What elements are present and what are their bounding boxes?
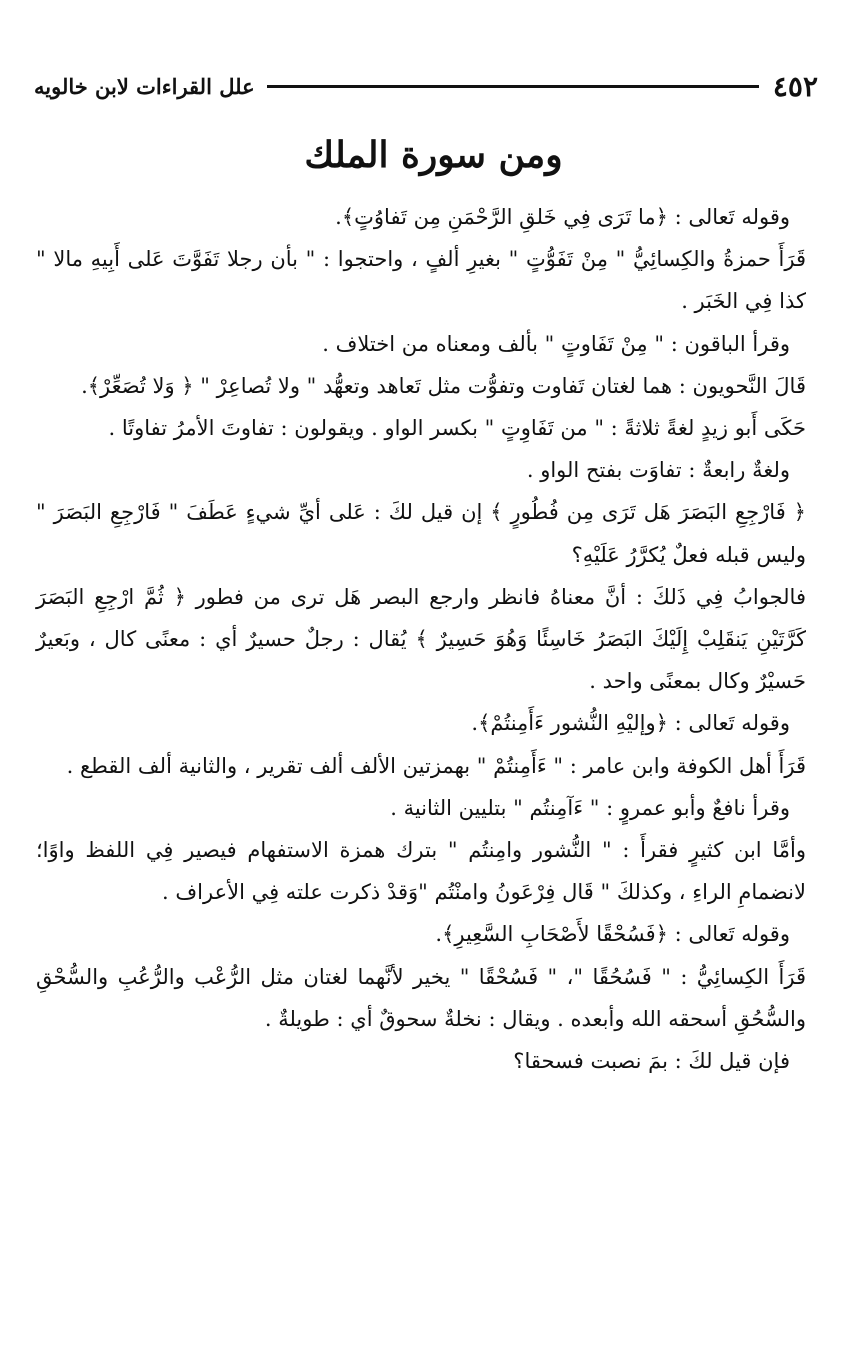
running-title: علل القراءات لابن خالويه <box>34 73 255 99</box>
paragraph: فإن قيل لكَ : بمَ نصبت فسحقا؟ <box>513 1049 790 1074</box>
paragraph: وقوله تَعالى : ﴿فَسُحْقًا لأَصْحَابِ السَّعِيرِ﴾. <box>435 922 790 947</box>
paragraph: قَرَأَ أهل الكوفة وابن عامر : " ءَأَمِنتُمْ " بهمزتين الألف ألف تقرير ، والثانية ألف القطع . <box>66 753 806 778</box>
paragraph: وقوله تَعالى : ﴿ما تَرَى فِي خَلقِ الرَّحْمَنِ مِن تَفاوُتٍ﴾. <box>335 205 790 229</box>
paragraph: قَالَ النَّحويون : هما لغتان تَفاوت وتفوُّت مثل تَعاهد وتعهُّد " ولا تُصاعِرْ " ﴿ وَلا تُصَعِّرْ﴾. <box>81 373 806 398</box>
paragraph: ﴿ فَارْجِعِ البَصَرَ هَل تَرَى مِن فُطُورٍ ﴾ إن قيل لكَ : عَلى أيِّ شيءٍ عَطَفَ " فَارْجِعِ البَصَرَ " وليس قبله فعلٌ يُكرَّرُ عَلَيْهِ؟ <box>36 500 806 567</box>
header-rule <box>267 85 759 88</box>
paragraph: وأمَّا ابن كثيرٍ فقرأَ : " النُّشور وامِنتُم " بترك همزة الاستفهام فيصير فِي اللفظ واوًا؛ لانضمامِ الراءِ ، وكذلكَ " قَال فِرْعَونُ وامنْتُم "وَقدْ ذكرت علته فِي الأعراف . <box>36 838 806 905</box>
paragraph: فالجوابُ فِي ذَلكَ : أنَّ معناهُ فانظر وارجع البصر هَل ترى من فطور ﴿ ثُمَّ ارْجِعِ البَصَرَ كَرَّتَيْنِ يَنقَلِبْ إِلَيْكَ البَصَرُ خَاسِئًا وَهُوَ حَسِيرٌ ﴾ يُقال : رجلٌ حسيرٌ أي : معنًى كال ، وبَعيرٌ حَسيْرٌ وكال بمعنًى واحد . <box>36 584 806 694</box>
paragraph: وقرأ نافعٌ وأبو عمروٍ : " ءَآمِنتُم " بتليين الثانية . <box>390 795 790 820</box>
page-header <box>34 66 818 106</box>
paragraph: حَكَى أَبو زيدٍ لغةً ثلاثةً : " من تَفَاوِتٍ " بكسر الواو . ويقولون : تفاوتَ الأمرُ تفاوتًا . <box>108 416 806 441</box>
paragraph: وقوله تَعالى : ﴿وإليْهِ النُّشور ءَأَمِنتُمْ﴾. <box>471 711 790 736</box>
body-text <box>36 196 806 1276</box>
paragraph: وقرأ الباقون : " مِنْ تَفَاوتٍ " بألف ومعناه من اختلاف . <box>322 331 790 356</box>
paragraph: ولغةٌ رابعةٌ : تفاوَت بفتح الواو . <box>526 458 790 483</box>
page-number: ٤٥٢ <box>772 69 818 103</box>
chapter-title: ومن سورة الملك <box>304 134 563 176</box>
paragraph: قَرَأَ حمزةُ والكِسائِيُّ " مِنْ تَفَوُّتٍ " بغيرِ ألفٍ ، واحتجوا : " بأن رجلا تَفَوَّتَ عَلى أَبِيهِ مالا " كذا فِي الخَبَر . <box>36 247 806 314</box>
paragraph: قَرَأَ الكِسائِيُّ : " فَسُحُقًا "، " فَسُحْقًا " يخير لأنَّهما لغتان مثل الرُّعْب والرُّعُبِ والسُّحْقِ والسُّحُقِ أسحقه الله وأبعده . ويقال : نخلةٌ سحوقٌ أي : طويلةٌ . <box>36 964 806 1031</box>
